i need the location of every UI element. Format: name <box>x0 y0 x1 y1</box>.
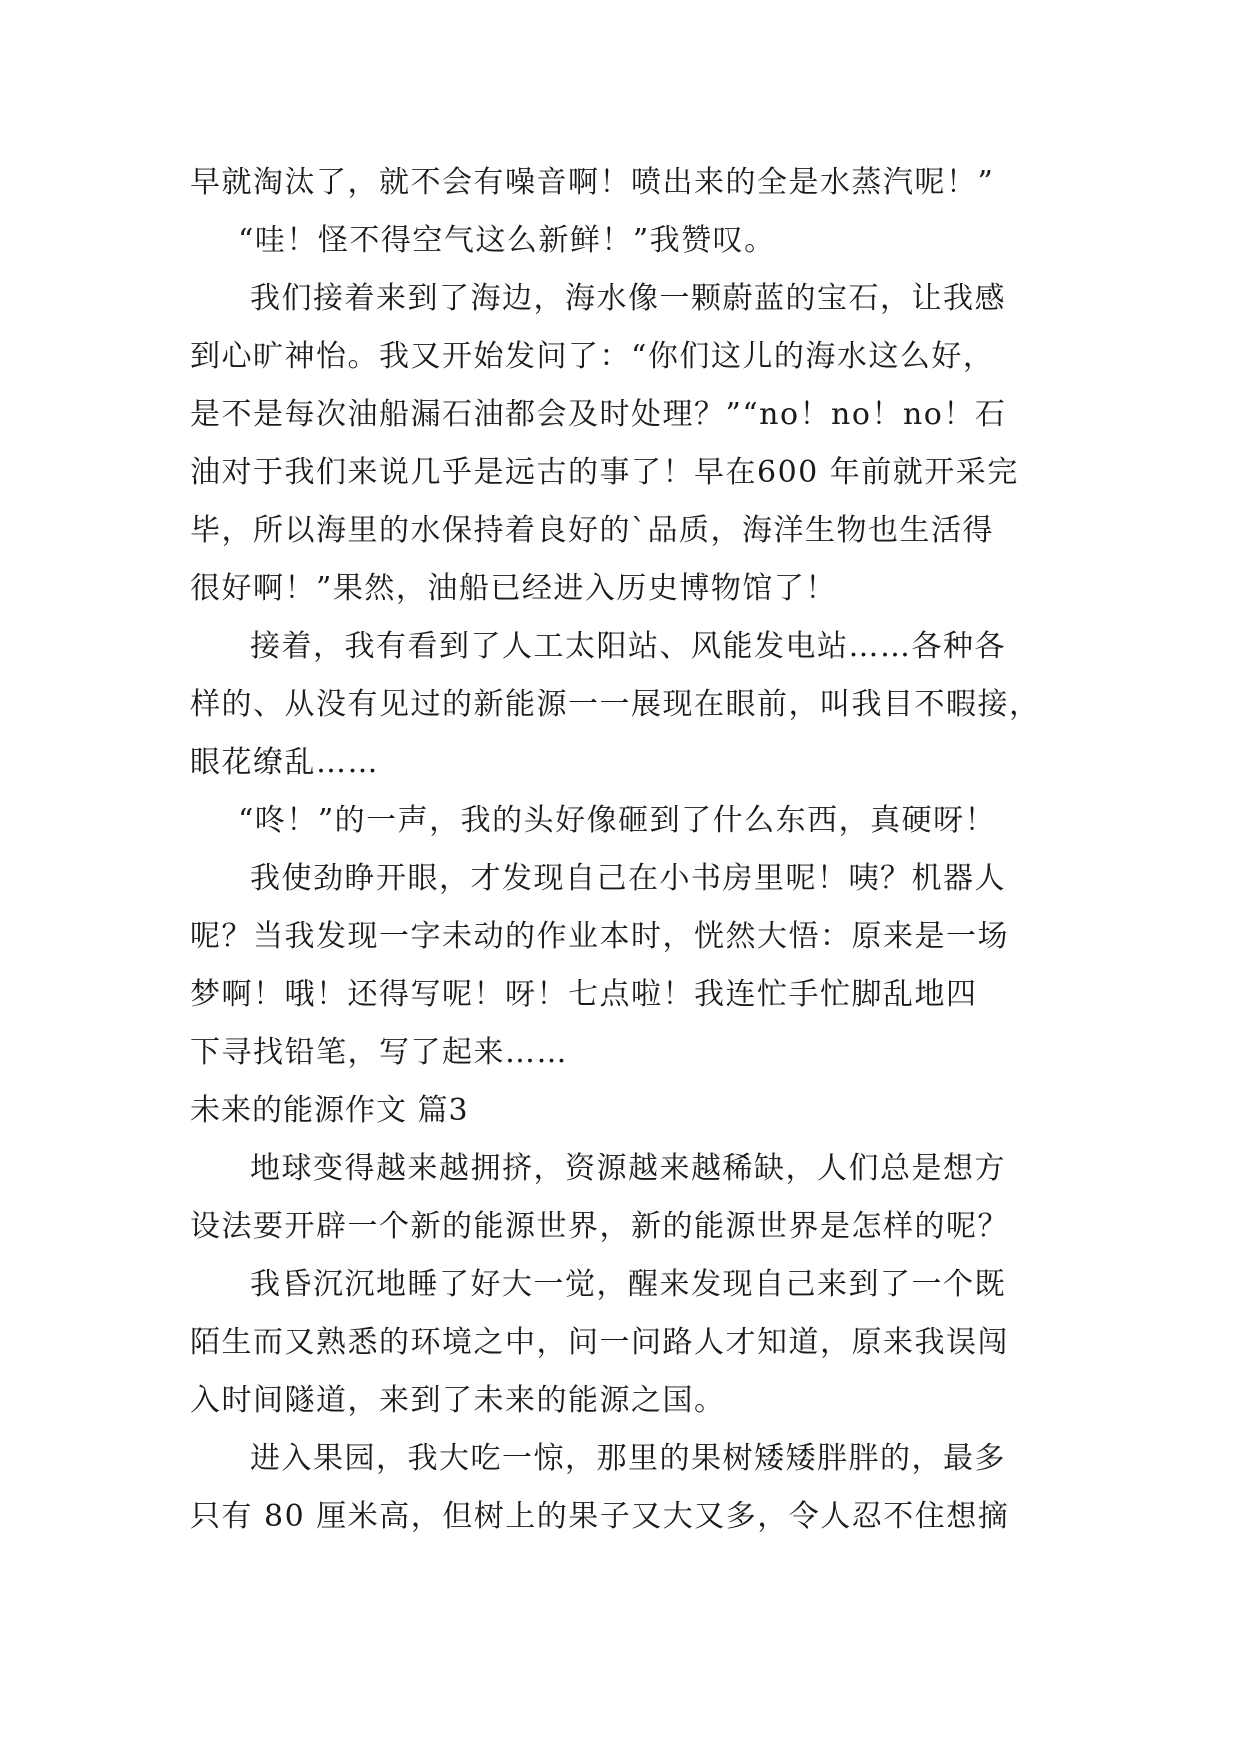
text-line: 早就淘汰了，就不会有噪音啊！喷出来的全是水蒸汽呢！” <box>190 165 995 200</box>
text-line: 陌生而又熟悉的环境之中，问一问路人才知道，原来我误闯 <box>190 1325 1009 1360</box>
text-line: 地球变得越来越拥挤，资源越来越稀缺，人们总是想方 <box>250 1151 1006 1186</box>
document-body <box>190 154 1060 1546</box>
text-line: “咚！”的一声，我的头好像砸到了什么东西，真硬呀！ <box>238 803 997 838</box>
text-line: 样的、从没有见过的新能源一一展现在眼前，叫我目不暇接， <box>190 687 1041 722</box>
text-line: 油对于我们来说几乎是远古的事了！早在600 年前就开采完 <box>190 455 1019 490</box>
text-line: 下寻找铅笔，写了起来…… <box>190 1035 568 1070</box>
text-line: 设法要开辟一个新的能源世界，新的能源世界是怎样的呢？ <box>190 1209 1009 1244</box>
text-line: 我们接着来到了海边，海水像一颗蔚蓝的宝石，让我感 <box>250 281 1006 316</box>
text-line: “哇！怪不得空气这么新鲜！”我赞叹。 <box>238 223 776 258</box>
text-line: 我使劲睁开眼，才发现自己在小书房里呢！咦？机器人 <box>250 861 1006 896</box>
text-line: 到心旷神怡。我又开始发问了：“你们这儿的海水这么好， <box>190 339 995 374</box>
section-heading: 未来的能源作文 篇3 <box>190 1093 469 1128</box>
text-line: 入时间隧道，来到了未来的能源之国。 <box>190 1383 726 1418</box>
text-line: 很好啊！”果然，油船已经进入历史博物馆了！ <box>190 571 837 606</box>
text-line: 只有 80 厘米高，但树上的果子又大又多，令人忍不住想摘 <box>190 1499 1010 1534</box>
text-line: 进入果园，我大吃一惊，那里的果树矮矮胖胖的，最多 <box>250 1441 1006 1476</box>
text-line: 我昏沉沉地睡了好大一觉，醒来发现自己来到了一个既 <box>250 1267 1006 1302</box>
text-line: 是不是每次油船漏石油都会及时处理？”“no！no！no！石 <box>190 397 1007 432</box>
text-line: 梦啊！哦！还得写呢！呀！七点啦！我连忙手忙脚乱地四 <box>190 977 978 1012</box>
text-line: 呢？当我发现一字未动的作业本时，恍然大悟：原来是一场 <box>190 919 1009 954</box>
text-line: 接着，我有看到了人工太阳站、风能发电站……各种各 <box>250 629 1006 664</box>
text-line: 毕，所以海里的水保持着良好的`品质，海洋生物也生活得 <box>190 513 994 548</box>
text-line: 眼花缭乱…… <box>190 745 379 780</box>
